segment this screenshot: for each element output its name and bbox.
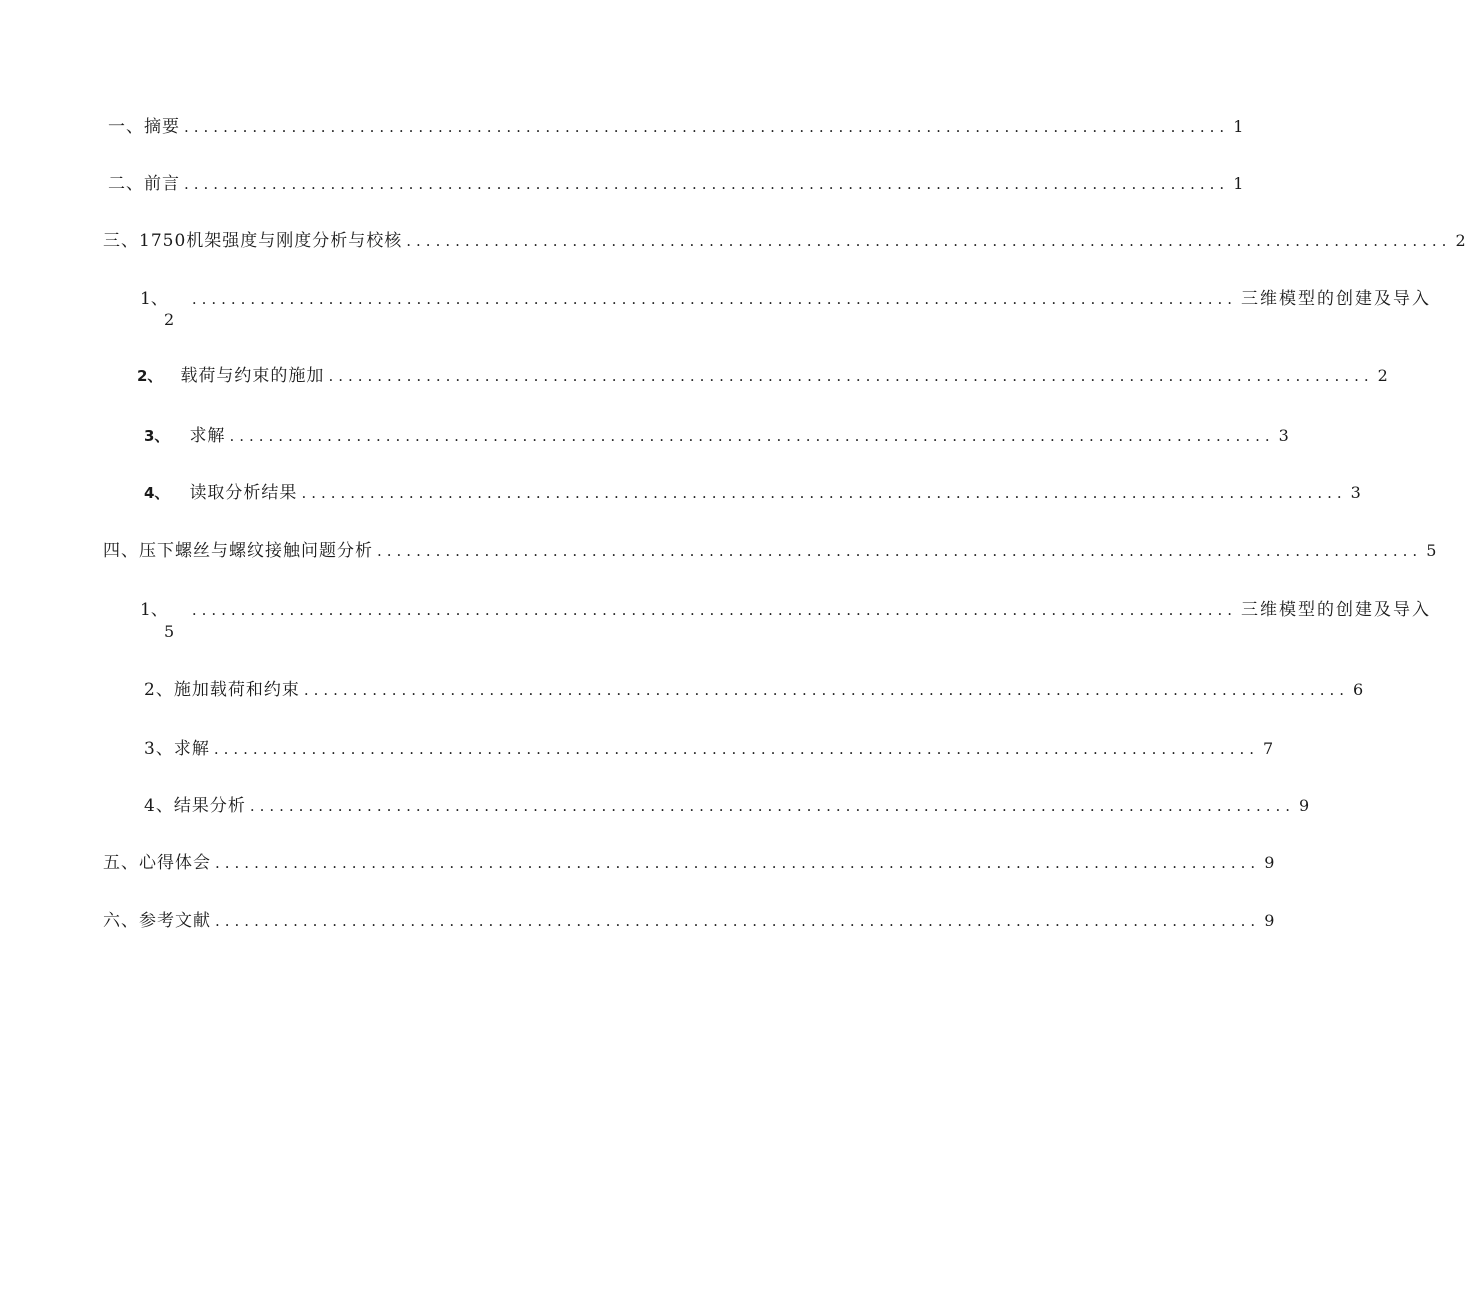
toc-entry-title: 四、压下螺丝与螺纹接触问题分析	[103, 541, 373, 561]
toc-entry-title: 读取分析结果	[189, 483, 298, 503]
toc-entry-title: 求解	[189, 426, 226, 446]
toc-entry-section-5[interactable]	[103, 851, 1275, 875]
toc-entry-title: 3、求解	[144, 739, 210, 759]
toc-entry-4-2[interactable]	[144, 678, 1364, 702]
toc-entry-title: 2、施加载荷和约束	[144, 680, 300, 700]
toc-entry-4-3[interactable]	[144, 737, 1274, 761]
toc-leader-dots: ...........................................................................................................	[301, 484, 1347, 502]
toc-page-number: 1	[1233, 117, 1244, 136]
toc-leader-dots: ...........................................................................................................	[215, 854, 1261, 872]
toc-leader-dots: ...........................................................................................................	[406, 232, 1452, 250]
toc-leader-dots: ...........................................................................................................	[191, 290, 1238, 308]
toc-leader-dots: ...........................................................................................................	[249, 797, 1296, 815]
toc-page-number: 2	[164, 310, 175, 329]
toc-leader-dots: ...........................................................................................................	[213, 740, 1260, 758]
toc-leader-dots: ...........................................................................................................	[184, 175, 1230, 193]
toc-page-number: 2	[1455, 231, 1466, 250]
toc-entry-section-4[interactable]	[103, 539, 1437, 563]
toc-entry-number: 4、	[144, 484, 170, 502]
toc-page-number: 3	[1278, 426, 1289, 445]
toc-entry-number: 1、	[140, 600, 168, 620]
toc-leader-dots: ...........................................................................................................	[184, 118, 1230, 136]
toc-entry-4-4[interactable]	[144, 794, 1310, 818]
toc-page-number: 9	[1264, 853, 1275, 872]
toc-entry-3-1[interactable]	[140, 287, 1432, 311]
toc-entry-title: 4、结果分析	[144, 796, 246, 816]
toc-page-number: 5	[1426, 541, 1437, 560]
toc-entry-3-3[interactable]	[144, 424, 1289, 448]
toc-page-number: 7	[1263, 739, 1274, 758]
toc-entry-4-1[interactable]	[140, 598, 1432, 622]
toc-entry-title: 六、参考文献	[103, 911, 211, 931]
toc-entry-abstract[interactable]	[108, 115, 1244, 139]
toc-entry-title: 五、心得体会	[103, 853, 211, 873]
toc-leader-dots: ...........................................................................................................	[303, 681, 1350, 699]
toc-entry-section-6[interactable]	[103, 909, 1275, 933]
toc-entry-title: 一、摘要	[108, 117, 180, 137]
toc-page-number: 9	[1299, 796, 1310, 815]
toc-entry-number: 2、	[137, 367, 163, 385]
toc-entry-title: 三维模型的创建及导入	[1241, 600, 1432, 620]
toc-entry-title: 三维模型的创建及导入	[1241, 289, 1432, 309]
toc-entry-3-4[interactable]	[144, 481, 1361, 505]
toc-entry-number: 3、	[144, 427, 170, 445]
toc-entry-title: 二、前言	[108, 174, 180, 194]
toc-leader-dots: ...........................................................................................................	[328, 367, 1374, 385]
toc-leader-dots: ...........................................................................................................	[215, 912, 1261, 930]
toc-leader-dots: ...........................................................................................................	[377, 542, 1423, 560]
toc-leader-dots: ...........................................................................................................	[229, 427, 1275, 445]
toc-page-number: 5	[164, 622, 175, 641]
toc-page-number: 9	[1264, 911, 1275, 930]
toc-leader-dots: ...........................................................................................................	[191, 601, 1238, 619]
toc-entry-number: 1、	[140, 289, 168, 309]
toc-entry-preface[interactable]	[108, 172, 1244, 196]
toc-page-number: 1	[1233, 174, 1244, 193]
toc-entry-3-2[interactable]	[137, 364, 1388, 388]
toc-page-number: 2	[1377, 366, 1388, 385]
toc-entry-title: 载荷与约束的施加	[180, 366, 325, 386]
toc-entry-section-3[interactable]	[103, 229, 1466, 253]
toc-page-number: 6	[1353, 680, 1364, 699]
toc-page-number: 3	[1350, 483, 1361, 502]
toc-entry-title: 三、1750机架强度与刚度分析与校核	[103, 231, 403, 251]
